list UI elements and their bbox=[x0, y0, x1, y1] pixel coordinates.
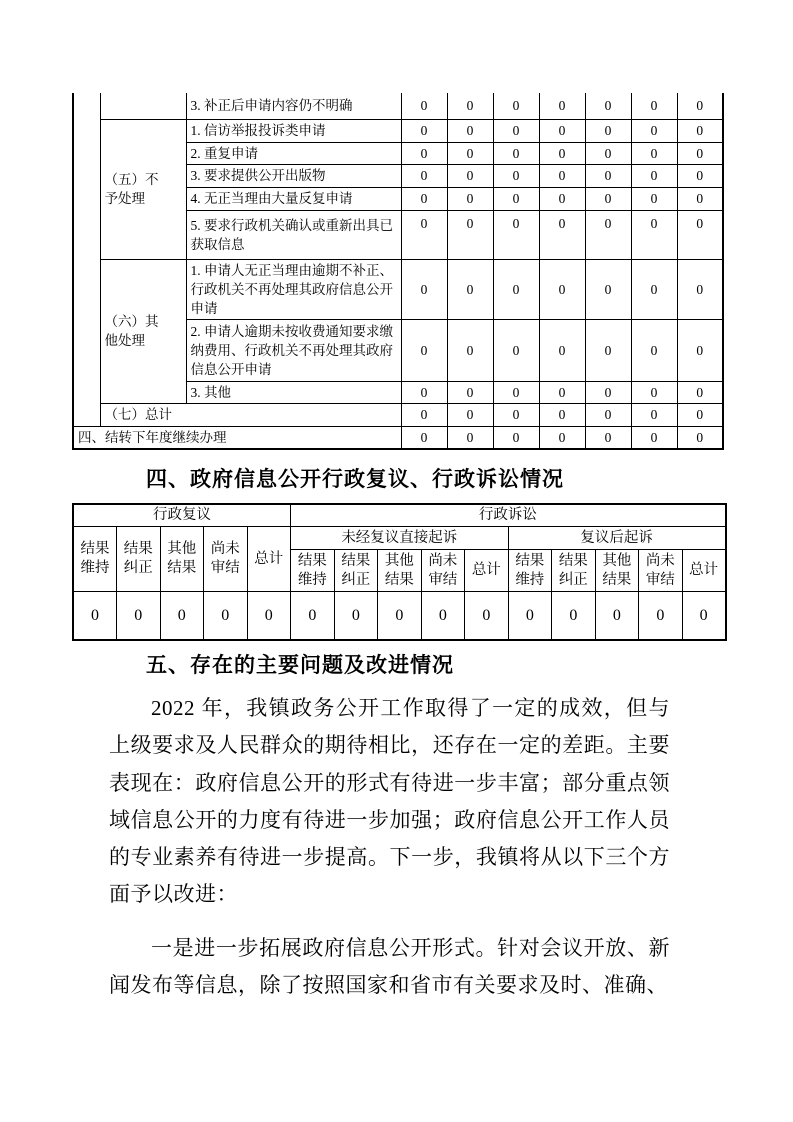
value-cell: 0 bbox=[539, 164, 585, 187]
value-cell: 0 bbox=[401, 426, 447, 449]
table-row bbox=[73, 93, 723, 119]
value-cell: 0 bbox=[401, 142, 447, 164]
value-cell: 0 bbox=[631, 210, 677, 259]
value-cell: 0 bbox=[539, 210, 585, 259]
value-cell: 0 bbox=[447, 119, 493, 142]
value-cell: 0 bbox=[493, 164, 539, 187]
value-cell: 0 bbox=[539, 426, 585, 449]
body-paragraph: 2022 年，我镇政务公开工作取得了一定的成效，但与上级要求及人民群众的期待相比，还存在一定的差距。主要表现在：政府信息公开的形式有待进一步丰富；部分重点领域信息公开的力度有待进一步加强；政府信息公开工作人员的专业素养有待进一步提高。下一步，我镇将从以下三个方面予以改进： bbox=[109, 696, 670, 907]
value-cell: 0 bbox=[585, 259, 631, 319]
group-header-review: 行政复议 bbox=[73, 504, 291, 527]
value-cell: 0 bbox=[401, 381, 447, 403]
value-cell: 0 bbox=[508, 592, 552, 640]
row-label-cell: 4. 无正当理由大量反复申请 bbox=[186, 187, 401, 210]
value-cell: 0 bbox=[585, 319, 631, 381]
value-cell: 0 bbox=[421, 592, 465, 640]
value-cell: 0 bbox=[595, 592, 639, 640]
subgroup-header-after-review: 复议后起诉 bbox=[508, 527, 726, 550]
value-cell: 0 bbox=[682, 592, 726, 640]
value-cell: 0 bbox=[493, 426, 539, 449]
value-cell: 0 bbox=[493, 381, 539, 403]
value-cell: 0 bbox=[401, 259, 447, 319]
value-cell: 0 bbox=[677, 142, 723, 164]
value-cell: 0 bbox=[447, 210, 493, 259]
column-header: 其他结果 bbox=[160, 527, 204, 592]
category-cell-five: （五）不予处理 bbox=[100, 119, 186, 259]
value-cell: 0 bbox=[639, 592, 683, 640]
value-cell: 0 bbox=[401, 187, 447, 210]
table-row bbox=[73, 259, 723, 319]
category-cell-six: （六）其他处理 bbox=[100, 259, 186, 403]
value-cell: 0 bbox=[585, 164, 631, 187]
column-header: 总计 bbox=[247, 527, 291, 592]
value-cell: 0 bbox=[631, 187, 677, 210]
column-header: 结果纠正 bbox=[117, 527, 161, 592]
value-cell: 0 bbox=[539, 93, 585, 119]
value-cell: 0 bbox=[401, 403, 447, 426]
value-cell: 0 bbox=[631, 93, 677, 119]
value-cell: 0 bbox=[677, 259, 723, 319]
value-cell: 0 bbox=[160, 592, 204, 640]
value-cell: 0 bbox=[447, 426, 493, 449]
row-label-cell: 1. 信访举报投诉类申请 bbox=[186, 119, 401, 142]
category-cell-continued bbox=[100, 93, 186, 119]
value-cell: 0 bbox=[378, 592, 422, 640]
value-cell: 0 bbox=[539, 119, 585, 142]
value-cell: 0 bbox=[493, 142, 539, 164]
row-label-cell: 2. 申请人逾期未按收费通知要求缴纳费用、行政机关不再处理其政府信息公开申请 bbox=[186, 319, 401, 381]
value-cell: 0 bbox=[493, 403, 539, 426]
row-label-cell: 3. 要求提供公开出版物 bbox=[186, 164, 401, 187]
column-header: 总计 bbox=[682, 550, 726, 592]
row-label-cell: 3. 补正后申请内容仍不明确 bbox=[186, 93, 401, 119]
value-cell: 0 bbox=[585, 93, 631, 119]
value-cell: 0 bbox=[631, 426, 677, 449]
row-label-cell: 2. 重复申请 bbox=[186, 142, 401, 164]
value-cell: 0 bbox=[401, 93, 447, 119]
value-cell: 0 bbox=[631, 119, 677, 142]
carryover-row-label-cell: 四、结转下年度继续办理 bbox=[73, 426, 401, 449]
value-cell: 0 bbox=[493, 319, 539, 381]
value-cell: 0 bbox=[401, 319, 447, 381]
value-cell: 0 bbox=[73, 592, 117, 640]
value-cell: 0 bbox=[447, 164, 493, 187]
value-cell: 0 bbox=[447, 403, 493, 426]
value-cell: 0 bbox=[204, 592, 248, 640]
table-row bbox=[73, 403, 723, 426]
column-header: 结果维持 bbox=[508, 550, 552, 592]
column-header: 尚未审结 bbox=[204, 527, 248, 592]
value-cell: 0 bbox=[552, 592, 596, 640]
value-cell: 0 bbox=[401, 164, 447, 187]
value-cell: 0 bbox=[585, 381, 631, 403]
processing-results-table bbox=[72, 93, 724, 450]
row-label-cell: 5. 要求行政机关确认或重新出具已获取信息 bbox=[186, 210, 401, 259]
column-header: 结果维持 bbox=[73, 527, 117, 592]
value-cell: 0 bbox=[493, 187, 539, 210]
value-cell: 0 bbox=[447, 187, 493, 210]
value-cell: 0 bbox=[539, 142, 585, 164]
subgroup-header-direct: 未经复议直接起诉 bbox=[291, 527, 509, 550]
column-header: 其他结果 bbox=[595, 550, 639, 592]
value-cell: 0 bbox=[585, 403, 631, 426]
value-cell: 0 bbox=[585, 142, 631, 164]
value-cell: 0 bbox=[585, 119, 631, 142]
value-cell: 0 bbox=[631, 381, 677, 403]
column-header: 总计 bbox=[465, 550, 509, 592]
value-cell: 0 bbox=[465, 592, 509, 640]
value-cell: 0 bbox=[247, 592, 291, 640]
value-cell: 0 bbox=[493, 259, 539, 319]
value-cell: 0 bbox=[677, 119, 723, 142]
value-cell: 0 bbox=[677, 403, 723, 426]
value-cell: 0 bbox=[447, 142, 493, 164]
value-cell: 0 bbox=[631, 164, 677, 187]
total-row-label-cell: （七）总计 bbox=[100, 403, 401, 426]
value-cell: 0 bbox=[585, 187, 631, 210]
table-row bbox=[73, 504, 726, 527]
value-cell: 0 bbox=[539, 259, 585, 319]
value-cell: 0 bbox=[677, 381, 723, 403]
column-header: 结果维持 bbox=[291, 550, 335, 592]
value-cell: 0 bbox=[539, 381, 585, 403]
value-cell: 0 bbox=[539, 187, 585, 210]
value-cell: 0 bbox=[401, 210, 447, 259]
column-header: 结果纠正 bbox=[552, 550, 596, 592]
column-header: 其他结果 bbox=[378, 550, 422, 592]
value-cell: 0 bbox=[447, 319, 493, 381]
merged-left-cell bbox=[73, 93, 100, 426]
value-cell: 0 bbox=[677, 319, 723, 381]
column-header: 尚未审结 bbox=[421, 550, 465, 592]
value-cell: 0 bbox=[447, 381, 493, 403]
section4-title: 四、政府信息公开行政复议、行政诉讼情况 bbox=[146, 468, 564, 491]
review-litigation-table bbox=[72, 503, 727, 641]
value-cell: 0 bbox=[677, 187, 723, 210]
value-cell: 0 bbox=[631, 259, 677, 319]
value-cell: 0 bbox=[493, 93, 539, 119]
value-cell: 0 bbox=[585, 210, 631, 259]
row-label-cell: 3. 其他 bbox=[186, 381, 401, 403]
value-cell: 0 bbox=[539, 403, 585, 426]
value-cell: 0 bbox=[677, 164, 723, 187]
value-cell: 0 bbox=[493, 119, 539, 142]
value-cell: 0 bbox=[677, 93, 723, 119]
value-cell: 0 bbox=[334, 592, 378, 640]
table-row bbox=[73, 592, 726, 640]
section5-body bbox=[109, 690, 670, 1004]
value-cell: 0 bbox=[447, 259, 493, 319]
value-cell: 0 bbox=[539, 319, 585, 381]
value-cell: 0 bbox=[401, 119, 447, 142]
value-cell: 0 bbox=[493, 210, 539, 259]
table-row bbox=[73, 527, 726, 550]
table-row bbox=[73, 119, 723, 142]
value-cell: 0 bbox=[677, 426, 723, 449]
value-cell: 0 bbox=[631, 403, 677, 426]
table-row bbox=[73, 426, 723, 449]
column-header: 尚未审结 bbox=[639, 550, 683, 592]
group-header-litigation: 行政诉讼 bbox=[291, 504, 726, 527]
value-cell: 0 bbox=[291, 592, 335, 640]
value-cell: 0 bbox=[585, 426, 631, 449]
value-cell: 0 bbox=[677, 210, 723, 259]
value-cell: 0 bbox=[631, 142, 677, 164]
body-paragraph: 一是进一步拓展政府信息公开形式。针对会议开放、新闻发布等信息，除了按照国家和省市有关要求及时、准确、 bbox=[109, 935, 670, 998]
section5-title: 五、存在的主要问题及改进情况 bbox=[146, 654, 454, 677]
value-cell: 0 bbox=[631, 319, 677, 381]
value-cell: 0 bbox=[117, 592, 161, 640]
column-header: 结果纠正 bbox=[334, 550, 378, 592]
row-label-cell: 1. 申请人无正当理由逾期不补正、行政机关不再处理其政府信息公开申请 bbox=[186, 259, 401, 319]
value-cell: 0 bbox=[447, 93, 493, 119]
